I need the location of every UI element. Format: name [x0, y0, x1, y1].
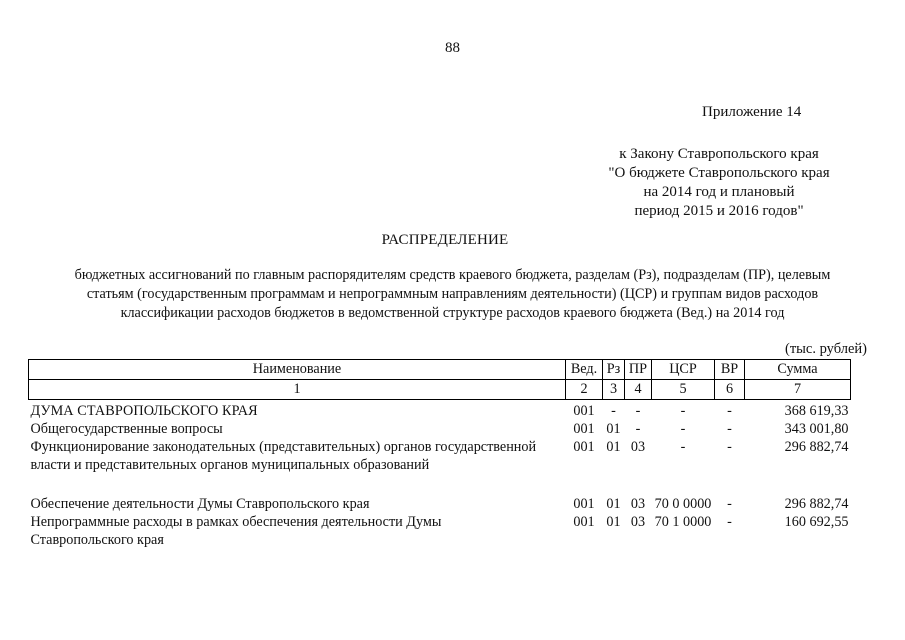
header-sum: Сумма [745, 360, 851, 380]
row-pr: - [635, 421, 641, 437]
row-rz: - [611, 403, 616, 419]
row-ved: 001 [573, 496, 595, 512]
row-csr: - [680, 421, 686, 437]
budget-table [28, 359, 851, 549]
column-number: 6 [715, 380, 745, 400]
row-name: Общегосударственные вопросы [30, 421, 223, 437]
row-name: ДУМА СТАВРОПОЛЬСКОГО КРАЯ [30, 403, 258, 419]
document-title: РАСПРЕДЕЛЕНИЕ [381, 232, 509, 248]
law-reference-line: "О бюджете Ставропольского края [608, 165, 830, 181]
row-sum: 160 692,55 [784, 514, 849, 530]
table-row [29, 495, 851, 513]
row-pr: 03 [630, 439, 646, 455]
column-number: 1 [29, 380, 566, 400]
header-csr: ЦСР [652, 360, 715, 380]
row-ved: 001 [573, 439, 595, 455]
header-ved: Вед. [566, 360, 603, 380]
row-name: Функционирование законодательных (представительных) органов государственной власти и представительных органов муниципальных образований [30, 439, 537, 473]
row-rz: 01 [606, 439, 621, 455]
row-ved: 001 [573, 403, 595, 419]
row-sum: 296 882,74 [784, 439, 849, 455]
law-reference-line: на 2014 год и плановый [643, 184, 795, 200]
row-sum: 343 001,80 [784, 421, 849, 437]
table-row [29, 400, 851, 421]
row-vr: - [727, 514, 732, 530]
table-row [29, 420, 851, 438]
column-number: 3 [603, 380, 625, 400]
row-name: Непрограммные расходы в рамках обеспечения деятельности Думы Ставропольского края [30, 514, 442, 548]
column-number: 5 [652, 380, 715, 400]
row-csr: 70 0 0000 [654, 496, 712, 512]
header-pr: ПР [625, 360, 652, 380]
law-reference [569, 145, 869, 221]
row-rz: 01 [606, 421, 621, 437]
row-csr: 70 1 0000 [654, 514, 712, 530]
column-number: 2 [566, 380, 603, 400]
row-vr: - [727, 421, 732, 437]
unit-label: (тыс. рублей) [785, 341, 867, 357]
row-sum: 296 882,74 [784, 496, 849, 512]
row-vr: - [727, 439, 732, 455]
subtitle-line: классификации расходов бюджетов в ведомственной структуре расходов краевого бюджета (Вед.) на 2014 год [120, 305, 785, 321]
law-reference-line: к Закону Ставропольского края [619, 146, 819, 162]
row-pr: 03 [630, 514, 646, 530]
page-number: 88 [445, 40, 460, 56]
row-csr: - [680, 439, 686, 455]
row-ved: 001 [573, 421, 595, 437]
header-vr: ВР [715, 360, 745, 380]
row-vr: - [727, 403, 732, 419]
document-subtitle [30, 266, 875, 323]
table-row [29, 438, 851, 474]
header-rz: Рз [603, 360, 625, 380]
row-name: Обеспечение деятельности Думы Ставропольского края [30, 496, 370, 512]
law-reference-line: период 2015 и 2016 годов" [634, 203, 804, 219]
subtitle-line: бюджетных ассигнований по главным распорядителям средств краевого бюджета, разделам (Рз), подразделам (ПР), целевым [74, 267, 831, 283]
table-row [29, 513, 851, 549]
appendix-label: Приложение 14 [702, 104, 802, 120]
row-ved: 001 [573, 514, 595, 530]
header-row [29, 360, 851, 380]
row-rz: 01 [606, 514, 621, 530]
row-pr: 03 [630, 496, 646, 512]
column-number: 7 [745, 380, 851, 400]
row-csr: - [680, 403, 686, 419]
header-name: Наименование [29, 360, 566, 380]
column-number-row [29, 380, 851, 400]
row-rz: 01 [606, 496, 621, 512]
row-pr: - [635, 403, 641, 419]
column-number: 4 [625, 380, 652, 400]
spacer-row [29, 474, 851, 495]
row-vr: - [727, 496, 732, 512]
row-sum: 368 619,33 [784, 403, 849, 419]
subtitle-line: статьям (государственным программам и непрограммным направлениям деятельности) (ЦСР) и группам видов расходов [86, 286, 819, 302]
